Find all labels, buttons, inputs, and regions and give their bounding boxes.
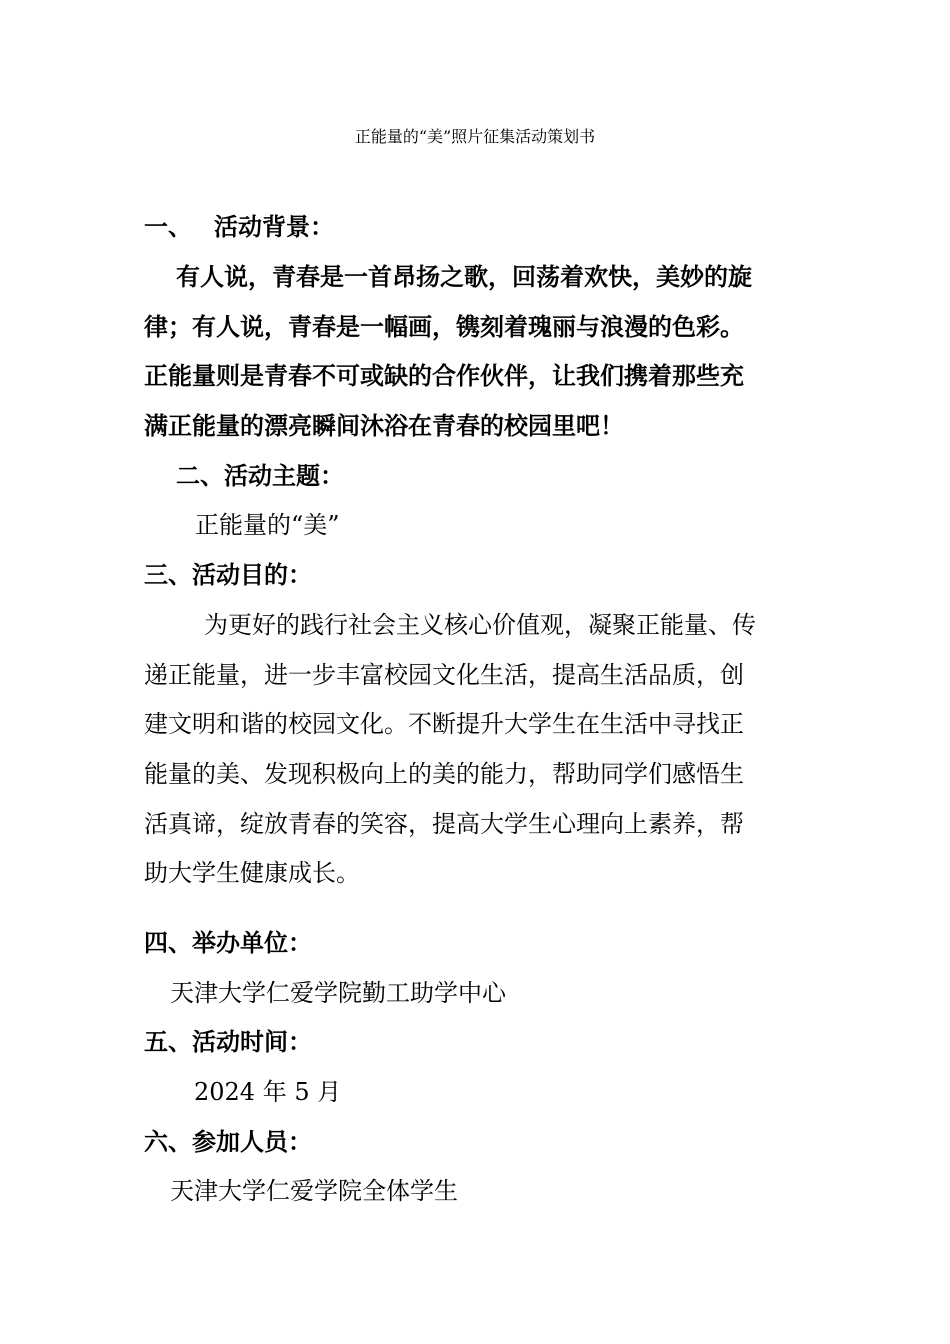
paragraph-line: 律；有人说，青春是一幅画，镌刻着瑰丽与浪漫的色彩。 <box>144 312 744 341</box>
section-heading-time: 五、活动时间： <box>144 1027 312 1056</box>
time-content: 2024 年 5 月 <box>194 1078 342 1106</box>
paragraph-line: 递正能量，进一步丰富校园文化生活，提高生活品质，创 <box>144 661 744 689</box>
paragraph-line: 建文明和谐的校园文化。不断提升大学生在生活中寻找正 <box>144 710 744 738</box>
paragraph-line: 为更好的践行社会主义核心价值观，凝聚正能量、传 <box>204 611 756 639</box>
paragraph-line: 助大学生健康成长。 <box>144 859 360 887</box>
paragraph-line: 正能量则是青春不可或缺的合作伙伴，让我们携着那些充 <box>144 361 744 390</box>
paragraph-line: 能量的美、发现积极向上的美的能力，帮助同学们感悟生 <box>144 760 744 788</box>
document-title: 正能量的“美”照片征集活动策划书 <box>354 127 596 146</box>
section-heading-purpose: 三、活动目的： <box>144 560 312 589</box>
section-heading-participants: 六、参加人员： <box>144 1127 312 1156</box>
paragraph-line: 满正能量的漂亮瞬间沐浴在青春的校园里吧！ <box>144 411 624 440</box>
heading-text: 活动背景： <box>214 212 334 241</box>
section-heading-background <box>144 210 804 244</box>
participants-content: 天津大学仁爱学院全体学生 <box>170 1177 458 1205</box>
paragraph-line: 有人说，青春是一首昂扬之歌，回荡着欢快，美妙的旋 <box>176 262 752 291</box>
heading-number: 一、 <box>144 212 192 241</box>
theme-content: 正能量的“美” <box>195 511 340 539</box>
paragraph-line: 活真谛，绽放青春的笑容，提高大学生心理向上素养，帮 <box>144 810 744 838</box>
organizer-content: 天津大学仁爱学院勤工助学中心 <box>170 979 506 1007</box>
section-heading-theme: 二、活动主题： <box>176 461 344 490</box>
section-heading-organizer: 四、举办单位： <box>144 928 312 957</box>
